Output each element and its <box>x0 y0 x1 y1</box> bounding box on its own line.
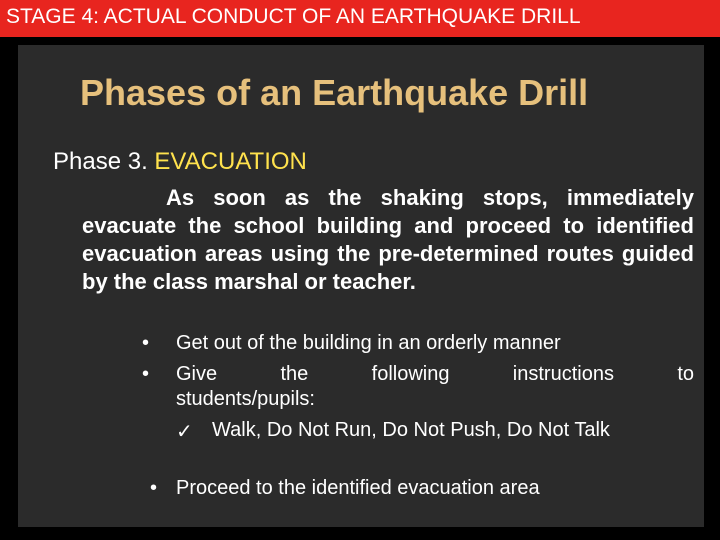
bullet-item: Give the following instructions to students/pupils: <box>176 363 694 410</box>
bullet-icon: • <box>142 363 150 385</box>
bullet-icon: • <box>142 332 150 354</box>
bullet-item: Get out of the building in an orderly manner <box>176 332 561 354</box>
phase-name: EVACUATION <box>154 148 307 175</box>
bullet-icon: • <box>150 477 158 499</box>
stage-label: STAGE 4: <box>6 5 99 28</box>
phase-number: Phase 3. <box>53 148 148 175</box>
phase-heading <box>53 148 307 176</box>
stage-title: ACTUAL CONDUCT OF AN EARTHQUAKE DRILL <box>103 5 581 28</box>
banner-text <box>6 5 581 29</box>
stage-banner <box>0 0 720 37</box>
bullet-item: Proceed to the identified evacuation area <box>176 477 540 499</box>
checkmark-icon: ✓ <box>176 421 193 443</box>
phase-description: As soon as the shaking stops, immediately evacuate the school building and proceed to identified evacuation areas using the pre-determined routes guided by the class marshal or teacher. <box>82 185 694 294</box>
slide-title: Phases of an Earthquake Drill <box>80 72 589 113</box>
sub-bullet-item: Walk, Do Not Run, Do Not Push, Do Not Talk <box>212 419 610 441</box>
